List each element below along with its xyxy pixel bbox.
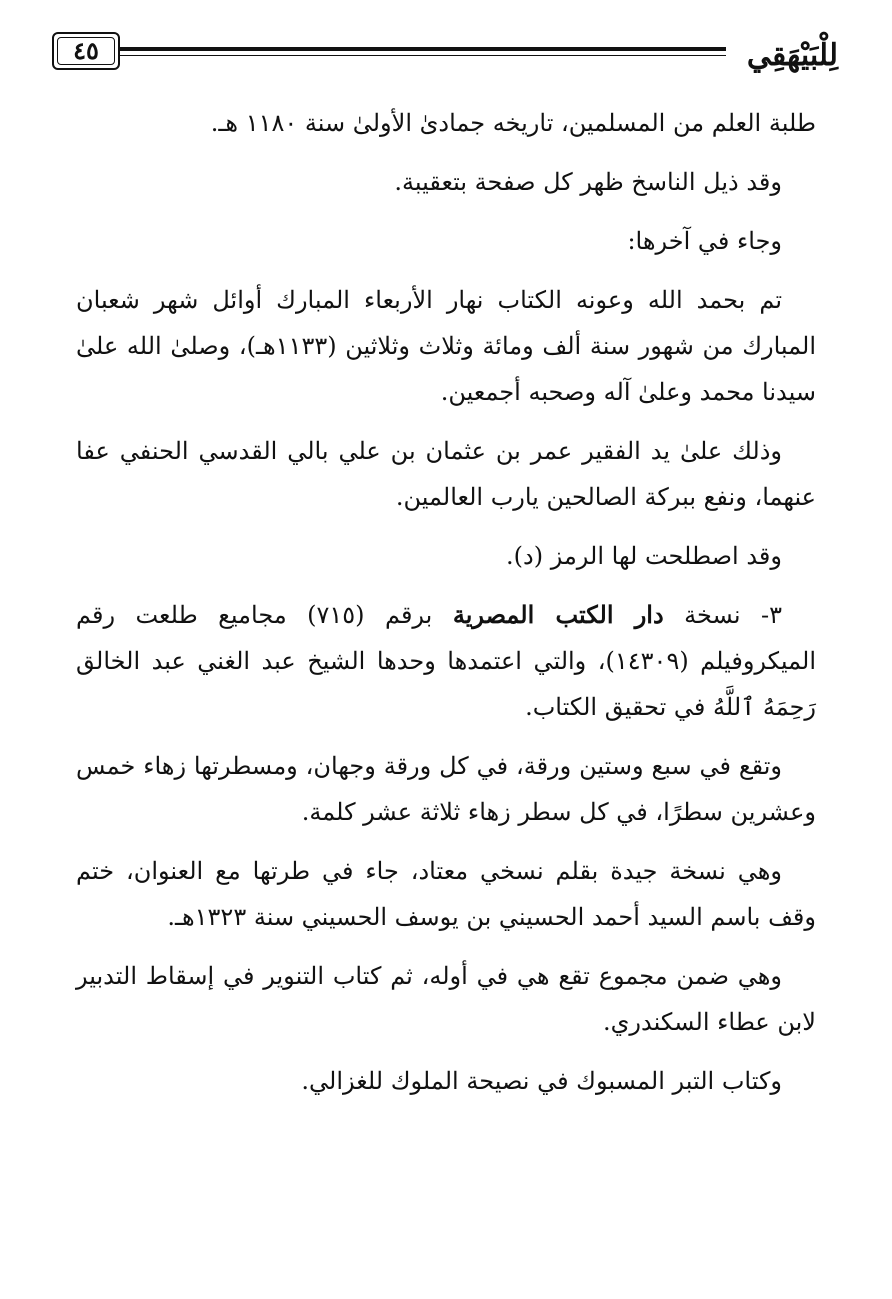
- paragraph-1: طلبة العلم من المسلمين، تاريخه جمادىٰ الأولىٰ سنة ١١٨٠ هـ.: [210, 109, 816, 137]
- page-number-box: [52, 32, 120, 70]
- running-title: لِلْبَيْهَقِي: [746, 38, 838, 73]
- paragraph-2: وقد ذيل الناسخ ظهر كل صفحة بتعقيبة.: [394, 168, 782, 196]
- page-body: [76, 100, 816, 1117]
- quality-paragraph: وهي نسخة جيدة بقلم نسخي معتاد، جاء في طرتها مع العنوان، ختم وقف باسم السيد أحمد الحسيني بن يوسف الحسيني سنة ١٣٢٣هـ.: [76, 857, 816, 931]
- copyist-paragraph: وذلك علىٰ يد الفقير عمر بن عثمان بن علي بالي القدسي الحنفي عفا عنهما، ونفع ببركة الصالحين يارب العالمين.: [76, 437, 816, 511]
- header-rule-thin: [120, 55, 726, 56]
- header-rule: [120, 47, 726, 51]
- description-paragraph: وتقع في سبع وستين ورقة، في كل ورقة وجهان، ومسطرتها زهاء خمس وعشرين سطرًا، في كل سطر زهاء ثلاثة عشر كلمة.: [76, 752, 816, 826]
- page-header: [48, 30, 838, 86]
- collection-paragraph: وهي ضمن مجموع تقع هي في أوله، ثم كتاب التنوير في إسقاط التدبير لابن عطاء السكندري.: [76, 962, 816, 1036]
- colophon-paragraph: تم بحمد الله وعونه الكتاب نهار الأربعاء المبارك أوائل شهر شعبان المبارك من شهور سنة ألف ومائة وثلاث وثلاثين (١١٣٣هـ)، وصلىٰ الله علىٰ سيدنا محمد وعلىٰ آله وصحبه أجمعين.: [76, 286, 816, 406]
- last-paragraph: وكتاب التبر المسبوك في نصيحة الملوك للغزالي.: [301, 1067, 782, 1095]
- manuscript-3-library: دار الكتب المصرية: [452, 600, 664, 629]
- page-number: ٤٥: [73, 36, 99, 65]
- manuscript-3-prefix: ٣- نسخة: [663, 601, 783, 629]
- symbol-paragraph: وقد اصطلحت لها الرمز (د).: [506, 542, 782, 570]
- manuscript-3-paragraph: [76, 592, 816, 730]
- manuscript-3-details: برقم (٧١٥) مجاميع طلعت رقم الميكروفيلم (١٤٣٠٩)، والتي اعتمدها وحدها الشيخ عبد الغني عبد الخالق رَحِمَهُ ٱللَّهُ في تحقيق الكتاب.: [76, 601, 816, 721]
- paragraph-3: وجاء في آخرها:: [627, 227, 782, 255]
